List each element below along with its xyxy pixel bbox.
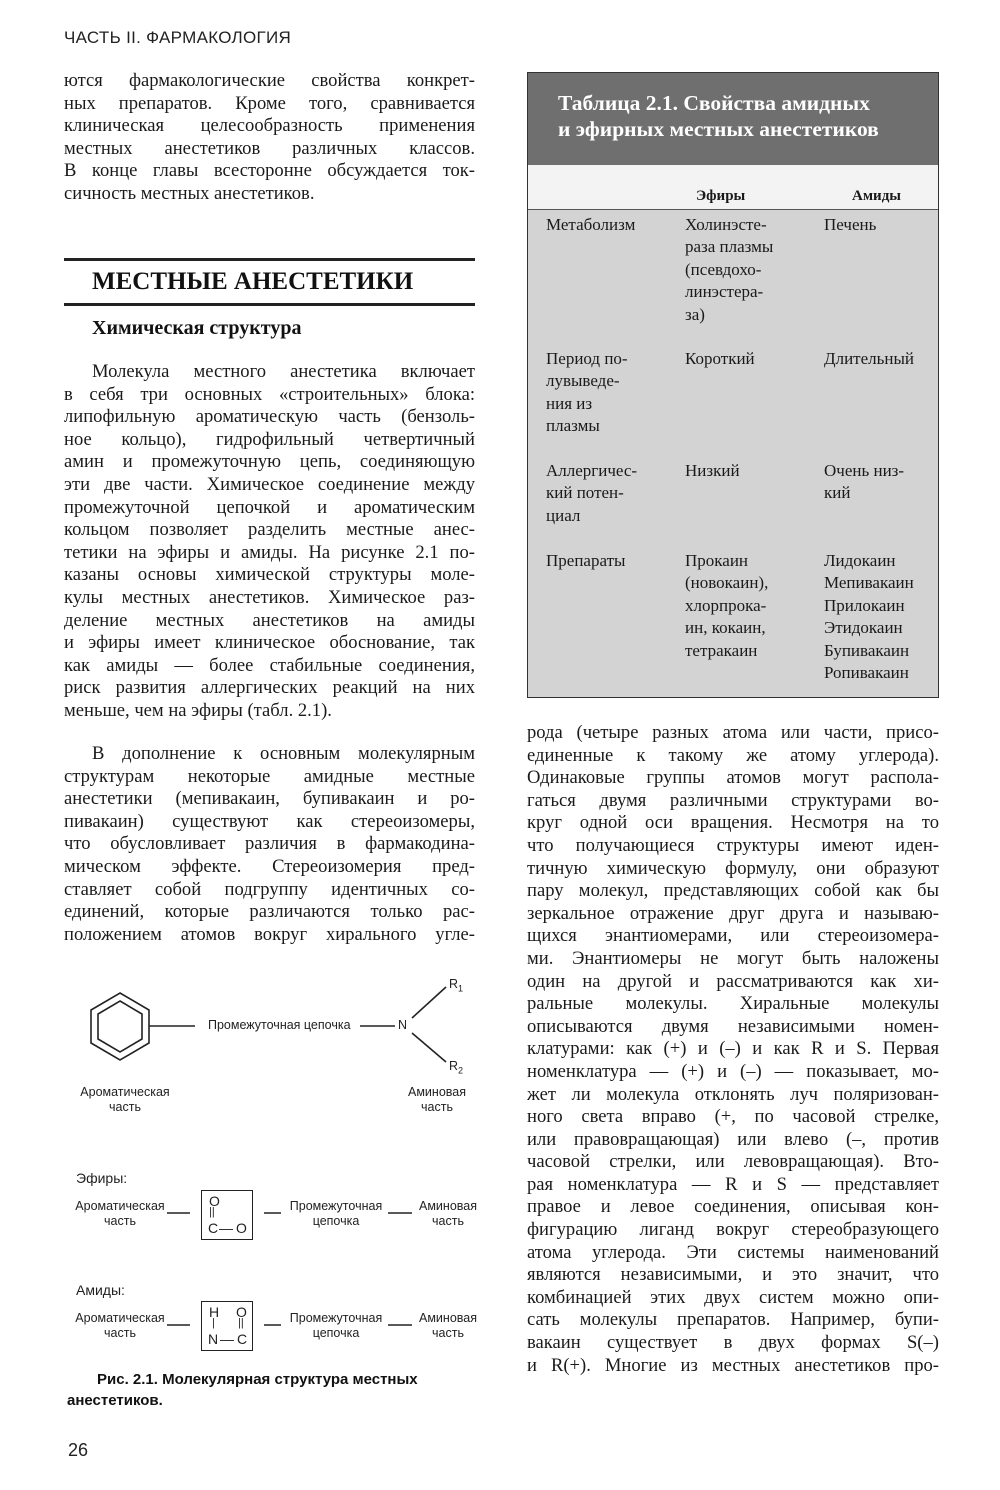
text-line: клиническая целесообразность применения bbox=[64, 115, 475, 137]
text-line: эти две части. Химическое соединение между bbox=[64, 473, 475, 495]
text-line: щихся энантиомерами, или стереоизомера- bbox=[527, 925, 939, 947]
table-cell-esters: Прокаин (новокаин), хлорпрока- ин, кокаин, тетракаин bbox=[685, 551, 769, 660]
bond-n-to-r1 bbox=[412, 987, 446, 1018]
text-line: ми. Энантиомеры не могут быть наложены bbox=[527, 947, 939, 969]
table-title-line: Таблица 2.1. Свойства амидных bbox=[558, 91, 870, 115]
text-line: меньше, чем на эфиры (табл. 2.1). bbox=[64, 699, 332, 721]
text-line: клатурами: как (+) и (–) и как R и S. Первая bbox=[527, 1038, 939, 1060]
text-line: Одинаковые группы атомов могут распола- bbox=[527, 767, 939, 789]
table-row-label: Препараты bbox=[546, 551, 626, 570]
text-line: зеркальное отражение друг друга и называю- bbox=[527, 902, 939, 924]
subsection-title: Химическая структура bbox=[92, 317, 302, 339]
amide-nh-bond: | bbox=[212, 1317, 215, 1329]
text-line: комбинацией этих двух систем можно опи- bbox=[527, 1286, 939, 1308]
ester-oxygen: O bbox=[236, 1220, 247, 1236]
text-line: промежуточной цепочкой и ароматическим bbox=[64, 496, 475, 518]
text-line: ного света вправо (+, по часовой стрелке, bbox=[527, 1106, 939, 1128]
section-title: МЕСТНЫЕ АНЕСТЕТИКИ bbox=[64, 258, 475, 306]
ester-double-bond: || bbox=[209, 1206, 215, 1218]
amide-aromatic-label: Ароматическая часть bbox=[75, 1311, 165, 1340]
text-line: Молекула местного анестетика включает bbox=[92, 361, 475, 382]
caption-line: анестетиков. bbox=[67, 1392, 163, 1409]
text-line: единенные к такому же атому углерода). bbox=[527, 744, 939, 766]
text-line: и эфиры имеет клиническое обоснование, так bbox=[64, 632, 475, 654]
text-line: являются независимыми, и это значит, что bbox=[527, 1264, 939, 1286]
benzene-ring bbox=[91, 993, 149, 1060]
text-line: ставляет собой подгруппу идентичных со- bbox=[64, 878, 475, 900]
amide-linkage-box bbox=[201, 1301, 253, 1351]
running-header: ЧАСТЬ II. ФАРМАКОЛОГИЯ bbox=[64, 28, 292, 47]
table-title-line: и эфирных местных анестетиков bbox=[558, 117, 879, 141]
ester-chain-label: Промежуточная цепочка bbox=[289, 1199, 383, 1228]
text-line: рая номенклатура — R и S — представляет bbox=[527, 1173, 939, 1195]
text-line: сичность местных анестетиков. bbox=[64, 182, 315, 204]
text-line: ральные молекулы. Хиральные молекулы bbox=[527, 993, 939, 1015]
amide-co-double-bond: || bbox=[238, 1317, 244, 1329]
text-line: ное кольцо), гидрофильный четвертичный bbox=[64, 428, 475, 450]
text-line: казаны основы химической структуры моле- bbox=[64, 564, 475, 586]
text-line: анестетики (мепивакаин, бупивакаин и ро- bbox=[64, 788, 475, 810]
r1-group: $R_1$ bbox=[449, 977, 464, 994]
intro-paragraph bbox=[64, 70, 475, 206]
text-line: структурам некоторые амидные местные bbox=[64, 765, 475, 787]
text-line: сать молекулы препаратов. Например, бупи- bbox=[527, 1309, 939, 1331]
intermediate-chain-label: Промежуточная цепочка bbox=[208, 1018, 351, 1032]
amide-hydrogen: H bbox=[209, 1304, 220, 1320]
ester-carbonyl-o: O bbox=[209, 1193, 220, 1209]
text-line: круг одной оси вращения. Несмотря на то bbox=[527, 812, 939, 834]
ester-carbon: C bbox=[208, 1220, 219, 1236]
paragraph-chemical-structure bbox=[64, 361, 475, 723]
right-column-text bbox=[527, 722, 939, 1377]
table-cell-amides: Лидокаин Мепивакаин Прилокаин Этидокаин Бупивакаин Ропивакаин bbox=[824, 551, 914, 683]
table-cell-amides: Длительный bbox=[824, 349, 915, 368]
benzene-inner-ring bbox=[98, 1001, 142, 1052]
amine-part-label: Аминовая часть bbox=[408, 1085, 466, 1114]
table-row-label: Аллергичес- кий потен- циал bbox=[546, 461, 638, 525]
amide-nitrogen: N bbox=[208, 1331, 219, 1347]
table-2-1 bbox=[527, 72, 939, 698]
ester-linkage-box bbox=[201, 1190, 253, 1240]
text-line: амин и промежуточную цепь, соединяющую bbox=[64, 451, 475, 473]
text-line: один на другой и рассматриваются как хи- bbox=[527, 970, 939, 992]
text-line: или правовращающая) или влево (–, против bbox=[527, 1128, 939, 1150]
text-line: В дополнение к основным молекулярным bbox=[92, 743, 475, 764]
amide-single-bond: — bbox=[220, 1331, 234, 1347]
text-line: положением атомов вокруг хирального угле- bbox=[64, 923, 475, 945]
amide-carbon: C bbox=[237, 1331, 248, 1347]
text-line: ются фармакологические свойства конкрет- bbox=[64, 70, 475, 91]
amide-chain-label: Промежуточная цепочка bbox=[289, 1311, 383, 1340]
text-line: что получающиеся структуры имеют иден- bbox=[527, 834, 939, 856]
text-line: в себя три основных «строительных» блока: bbox=[64, 383, 475, 405]
bond-n-to-r2 bbox=[412, 1033, 446, 1062]
table-cell-amides: Печень bbox=[824, 215, 877, 234]
amide-amine-label: Аминовая часть bbox=[419, 1311, 477, 1340]
table-cell-esters: Короткий bbox=[685, 349, 755, 368]
text-line: тичную химическую формулу, они образуют bbox=[527, 857, 939, 879]
ester-single-bond: — bbox=[219, 1220, 233, 1236]
text-line: вакаин существует в двух формах S(–) bbox=[527, 1332, 939, 1354]
column-header-amides: Амиды bbox=[852, 188, 901, 204]
text-line: липофильную ароматическую часть (бензоль- bbox=[64, 406, 475, 428]
text-line: часовой стрелки, или левовращающая). Вто- bbox=[527, 1151, 939, 1173]
text-line: фигурацию лиганд вокруг стереобразующего bbox=[527, 1219, 939, 1241]
text-line: правое и левое соединения, описывая кон- bbox=[527, 1196, 939, 1218]
text-line: кольцом позволяет разделить местные анес- bbox=[64, 519, 475, 541]
figure-caption bbox=[67, 1369, 477, 1411]
table-row-label: Период по- лувыведе- ния из плазмы bbox=[546, 349, 628, 436]
r2-group: $R_2$ bbox=[449, 1059, 464, 1076]
table-header-rule bbox=[528, 209, 938, 210]
nitrogen-atom: N bbox=[398, 1018, 408, 1032]
table-cell-amides: Очень низ- кий bbox=[824, 461, 905, 503]
text-line: ных препаратов. Кроме того, сравнивается bbox=[64, 92, 475, 114]
text-line: рода (четыре разных атома или части, присо- bbox=[527, 722, 939, 743]
text-line: В конце главы всесторонне обсуждается ток- bbox=[64, 160, 475, 182]
text-line: жет ли молекула отклонять луч поляризован- bbox=[527, 1083, 939, 1105]
table-cell-esters: Холинэсте- раза плазмы (псевдохо- линэстера- за) bbox=[685, 215, 774, 324]
text-line: мическом эффекте. Стереоизомерия пред- bbox=[64, 855, 475, 877]
text-line: кулы местных анестетиков. Химическое раз- bbox=[64, 586, 475, 608]
table-row-label: Метаболизм bbox=[546, 215, 636, 234]
page-number: 26 bbox=[68, 1440, 89, 1460]
aromatic-part-label: Ароматическая часть bbox=[80, 1085, 170, 1114]
text-line: и R(+). Многие из местных анестетиков про- bbox=[527, 1354, 939, 1376]
amide-carbonyl-o: O bbox=[236, 1304, 247, 1320]
ester-amine-label: Аминовая часть bbox=[419, 1199, 477, 1228]
esters-label: Эфиры: bbox=[76, 1170, 128, 1186]
text-line: описываются двумя независимыми номен- bbox=[527, 1015, 939, 1037]
table-title bbox=[528, 73, 938, 165]
paragraph-stereoisomers bbox=[64, 743, 475, 946]
text-line: атома углерода. Эти системы наименований bbox=[527, 1241, 939, 1263]
text-line: тетики на эфиры и амиды. На рисунке 2.1 по- bbox=[64, 541, 475, 563]
table-cell-esters: Низкий bbox=[685, 461, 740, 480]
text-line: единений, которые различаются только рас- bbox=[64, 901, 475, 923]
text-line: деление местных анестетиков на амиды bbox=[64, 609, 475, 631]
text-line: гаться двумя различными структурами во- bbox=[527, 789, 939, 811]
text-line: местных анестетиков различных классов. bbox=[64, 137, 475, 159]
text-line: что обусловливает различия в фармакодина- bbox=[64, 833, 475, 855]
caption-line: Рис. 2.1. Молекулярная структура местных bbox=[97, 1371, 418, 1388]
ester-aromatic-label: Ароматическая часть bbox=[75, 1199, 165, 1228]
column-header-esters: Эфиры bbox=[696, 188, 746, 204]
text-line: пивакаин) существуют как стереоизомеры, bbox=[64, 810, 475, 832]
amides-label: Амиды: bbox=[76, 1282, 125, 1298]
text-line: пару молекул, представляющих собой как бы bbox=[527, 880, 939, 902]
text-line: номенклатура — (+) и (–) — показывает, мо- bbox=[527, 1060, 939, 1082]
text-line: как амиды — более стабильные соединения, bbox=[64, 654, 475, 676]
text-line: риск развития аллергических реакций на них bbox=[64, 677, 475, 699]
